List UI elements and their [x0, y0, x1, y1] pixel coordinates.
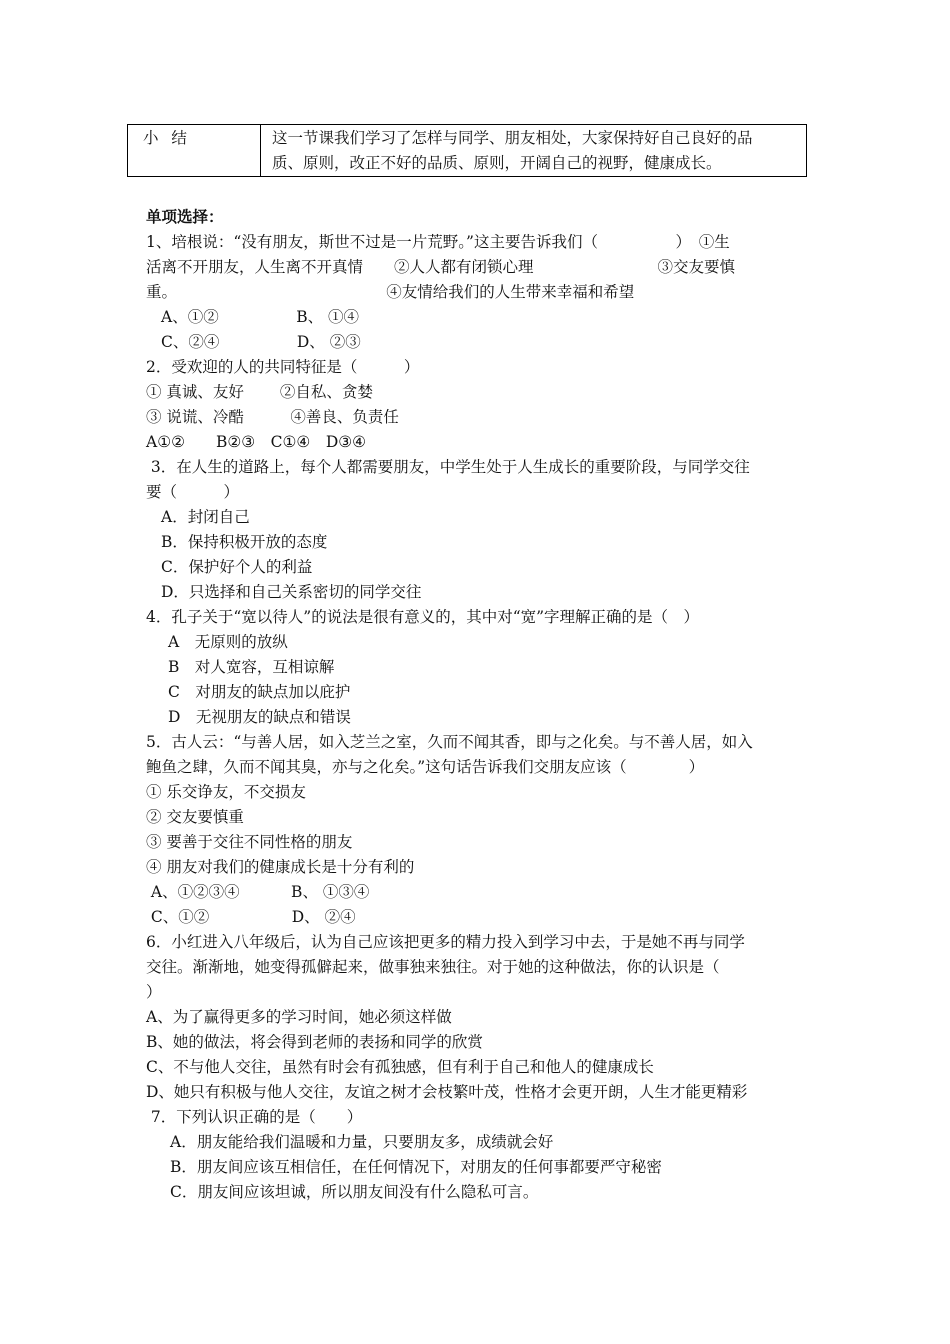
- question-1-line: 重。 ④友情给我们的人生带来幸福和希望: [146, 283, 635, 301]
- question-4-option: D 无视朋友的缺点和错误: [168, 708, 351, 726]
- summary-label: 小 结: [128, 125, 261, 177]
- question-5-line: A、①②③④ B、 ①③④: [146, 883, 370, 901]
- question-6-line: 交往。渐渐地，她变得孤僻起来，做事独来独往。对于她的这种做法，你的认识是（: [146, 958, 720, 976]
- question-6-line: D、她只有积极与他人交往，友谊之树才会枝繁叶茂，性格才会更开朗，人生才能更精彩: [146, 1083, 748, 1101]
- question-5-line: ④ 朋友对我们的健康成长是十分有利的: [146, 858, 415, 876]
- summary-content-line: 质、原则，改正不好的品质、原则，开阔自己的视野，健康成长。: [272, 154, 722, 172]
- question-6-line: B、她的做法，将会得到老师的表扬和同学的欣赏: [146, 1033, 483, 1051]
- question-4-option: A 无原则的放纵: [168, 633, 288, 651]
- question-1-option: C、②④ D、 ②③: [161, 333, 361, 351]
- question-7-option: C．朋友间应该坦诚，所以朋友间没有什么隐私可言。: [170, 1183, 539, 1201]
- question-5-line: ③ 要善于交往不同性格的朋友: [146, 833, 353, 851]
- question-3-line: 要（ ）: [146, 483, 240, 501]
- question-4-option: C 对朋友的缺点加以庇护: [168, 683, 351, 701]
- question-6-line: A、为了赢得更多的学习时间，她必须这样做: [146, 1008, 452, 1026]
- question-5-line: ② 交友要慎重: [146, 808, 244, 826]
- summary-content: [261, 125, 807, 177]
- summary-content-line: 这一节课我们学习了怎样与同学、朋友相处，大家保持好自己良好的品: [272, 129, 753, 147]
- question-7-line: 7．下列认识正确的是（ ）: [146, 1108, 363, 1126]
- question-3-option: D．只选择和自己关系密切的同学交往: [161, 583, 422, 601]
- question-1-line: 1、培根说：“没有朋友，斯世不过是一片荒野。”这主要告诉我们（ ） ①生: [146, 233, 730, 251]
- question-1-line: 活离不开朋友，人生离不开真情 ②人人都有闭锁心理 ③交友要慎: [146, 258, 736, 276]
- question-2-line: ③ 说谎、冷酷 ④善良、负责任: [146, 408, 399, 426]
- question-4-line: 4．孔子关于“宽以待人”的说法是很有意义的，其中对“宽”字理解正确的是（ ）: [146, 608, 700, 626]
- question-7-option: A．朋友能给我们温暖和力量，只要朋友多，成绩就会好: [170, 1133, 554, 1151]
- question-6-line: ）: [146, 983, 162, 1001]
- question-3-option: A．封闭自己: [161, 508, 250, 526]
- question-2-line: A①② B②③ C①④ D③④: [146, 433, 367, 451]
- question-5-line: 5．古人云：“与善人居，如入芝兰之室，久而不闻其香，即与之化矣。与不善人居，如入: [146, 733, 753, 751]
- question-3-option: C．保护好个人的利益: [161, 558, 313, 576]
- question-4-option: B 对人宽容，互相谅解: [168, 658, 335, 676]
- question-6-line: 6．小红进入八年级后，认为自己应该把更多的精力投入到学习中去，于是她不再与同学: [146, 933, 745, 951]
- summary-table: [127, 124, 807, 177]
- question-3-option: B．保持积极开放的态度: [161, 533, 328, 551]
- question-6-line: C、不与他人交往，虽然有时会有孤独感，但有利于自己和他人的健康成长: [146, 1058, 654, 1076]
- question-5-line: ① 乐交诤友，不交损友: [146, 783, 306, 801]
- question-2-line: 2．受欢迎的人的共同特征是（ ）: [146, 358, 420, 376]
- question-2-line: ① 真诚、友好 ②自私、贪婪: [146, 383, 373, 401]
- question-5-line: 鲍鱼之肆，久而不闻其臭，亦与之化矣。”这句话告诉我们交朋友应该（ ）: [146, 758, 705, 776]
- question-3-line: 3．在人生的道路上，每个人都需要朋友，中学生处于人生成长的重要阶段，与同学交往: [146, 458, 750, 476]
- question-1-option: A、①② B、 ①④: [161, 308, 360, 326]
- question-5-line: C、①② D、 ②④: [146, 908, 356, 926]
- question-7-option: B．朋友间应该互相信任，在任何情况下，对朋友的任何事都要严守秘密: [170, 1158, 662, 1176]
- section-heading: 单项选择：: [146, 208, 224, 226]
- summary-row: [128, 125, 807, 177]
